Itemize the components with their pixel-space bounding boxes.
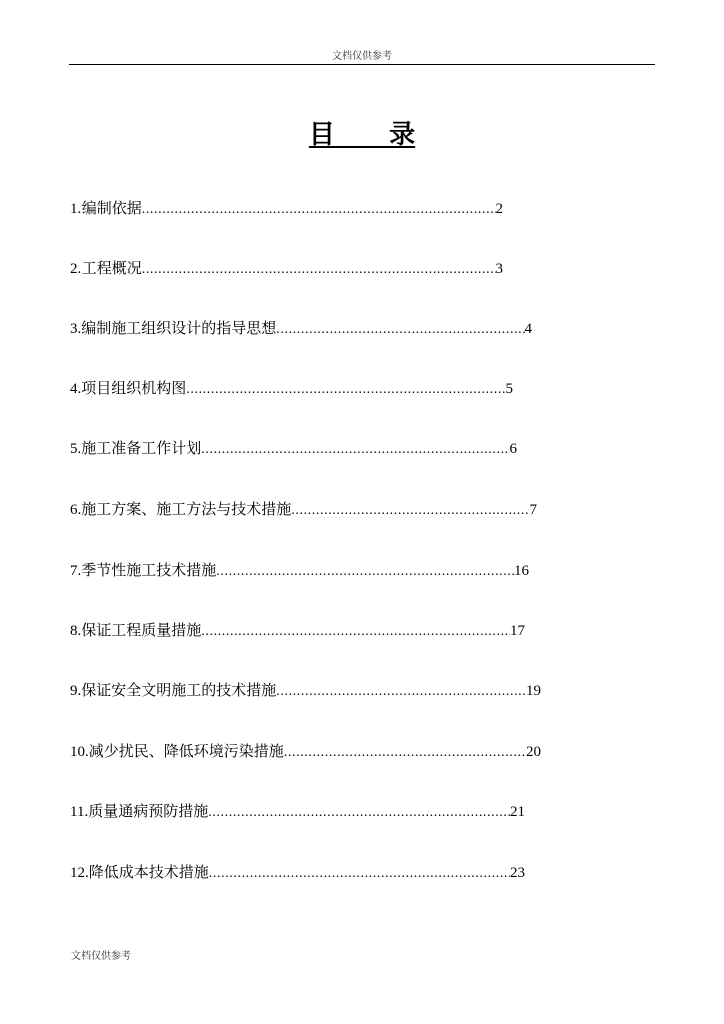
toc-item-label: 保证安全文明施工的技术措施 <box>81 681 277 699</box>
toc-item-number: 2. <box>70 261 82 277</box>
toc-item-label: 编制施工组织设计的指导思想 <box>81 319 277 337</box>
toc-item-number: 7. <box>70 563 82 579</box>
toc-item-page: 23 <box>510 865 525 881</box>
toc-item-label: 编制依据 <box>81 199 142 217</box>
page-header: 文档仅供参考 <box>332 51 392 62</box>
toc-item-2[interactable] <box>70 258 503 278</box>
toc-item-9[interactable] <box>70 680 541 700</box>
toc-item-page: 20 <box>526 744 541 760</box>
toc-item-11[interactable] <box>70 801 525 821</box>
toc-item-5[interactable] <box>70 438 517 458</box>
toc-item-number: 5. <box>70 441 82 457</box>
toc-item-10[interactable] <box>70 741 541 761</box>
toc-item-6[interactable] <box>70 499 537 519</box>
toc-item-number: 8. <box>70 623 82 639</box>
toc-item-page: 16 <box>514 563 529 579</box>
toc-dot-leader <box>276 320 524 340</box>
toc-item-page: 4 <box>524 321 532 337</box>
toc-item-label: 质量通病预防措施 <box>88 802 209 820</box>
toc-item-label: 项目组织机构图 <box>81 379 187 397</box>
toc-item-1[interactable] <box>70 198 503 218</box>
toc-item-number: 11. <box>70 804 89 820</box>
toc-item-number: 4. <box>70 381 82 397</box>
toc-item-number: 1. <box>70 201 82 217</box>
toc-dot-leader <box>276 682 526 702</box>
toc-dot-leader <box>186 380 505 400</box>
toc-item-label: 施工准备工作计划 <box>81 439 202 457</box>
toc-item-8[interactable] <box>70 620 525 640</box>
toc-dot-leader <box>291 501 529 521</box>
toc-item-page: 5 <box>505 381 513 397</box>
toc-dot-leader <box>284 743 526 763</box>
document-title: 目 录 <box>308 120 416 150</box>
toc-item-number: 10. <box>70 744 89 760</box>
toc-dot-leader <box>142 260 496 280</box>
toc-item-label: 施工方案、施工方法与技术措施 <box>81 500 292 518</box>
toc-item-3[interactable] <box>70 318 532 338</box>
toc-dot-leader <box>216 562 514 582</box>
toc-item-page: 19 <box>526 683 541 699</box>
toc-item-label: 保证工程质量措施 <box>81 621 202 639</box>
toc-item-number: 9. <box>70 683 82 699</box>
toc-dot-leader <box>142 200 496 220</box>
page-footer: 文档仅供参考 <box>71 951 131 962</box>
toc-item-page: 2 <box>495 201 503 217</box>
toc-dot-leader <box>209 864 510 884</box>
toc-item-label: 季节性施工技术措施 <box>81 561 217 579</box>
toc-item-4[interactable] <box>70 378 513 398</box>
toc-item-number: 6. <box>70 502 82 518</box>
toc-item-page: 6 <box>509 441 517 457</box>
toc-item-page: 21 <box>510 804 525 820</box>
toc-dot-leader <box>208 803 510 823</box>
toc-item-page: 3 <box>495 261 503 277</box>
toc-dot-leader <box>201 622 510 642</box>
toc-item-page: 17 <box>510 623 525 639</box>
toc-item-label: 工程概况 <box>81 259 142 277</box>
toc-item-page: 7 <box>529 502 537 518</box>
toc-item-12[interactable] <box>70 862 525 882</box>
toc-dot-leader <box>201 440 509 460</box>
toc-item-number: 12. <box>70 865 89 881</box>
toc-item-label: 减少扰民、降低环境污染措施 <box>88 742 284 760</box>
toc-item-7[interactable] <box>70 560 529 580</box>
toc-item-label: 降低成本技术措施 <box>88 863 209 881</box>
toc-item-number: 3. <box>70 321 82 337</box>
